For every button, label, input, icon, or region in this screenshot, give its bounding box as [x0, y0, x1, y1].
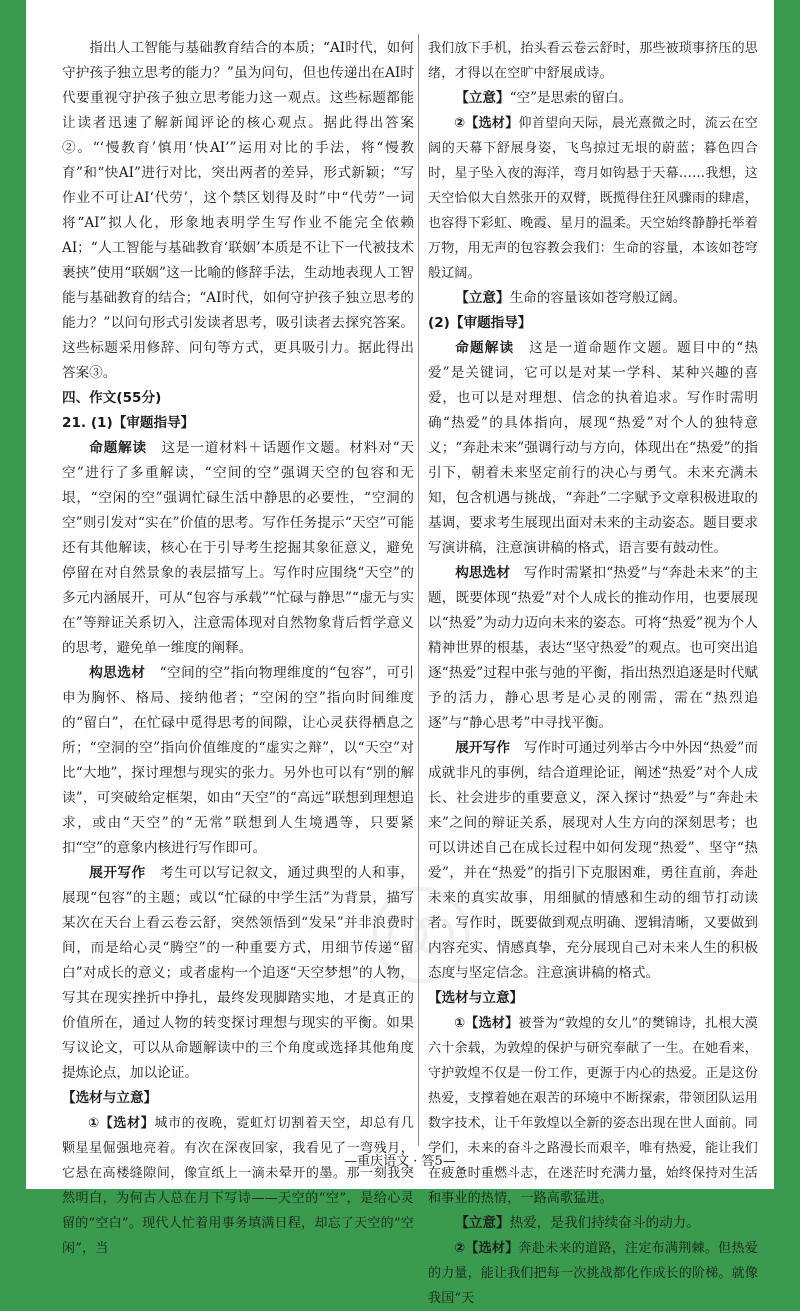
theme-2: [428, 286, 758, 311]
page-footer: —重庆语文 · 答5—: [344, 1154, 456, 1169]
section-heading: 四、作文(55分): [62, 390, 162, 406]
paragraph-topic-reading: [62, 436, 414, 661]
question-2-heading: (2)【审题指导】: [428, 315, 532, 331]
label-concept-2: 构思选材: [455, 565, 511, 581]
question-21-heading: 21. (1)【审题指导】: [62, 415, 195, 431]
text-writing-2: 写作时可通过列举古今中外因“热爱”而成就非凡的事例，结合道理论证，阐述“热爱”对个人成长、社会进步的重要意义，深入探讨“热爱”与“奔赴未来”之间的辩证关系，展现对人生方向的深刻思考；也可以讲述自己在成长过程中如何发现“热爱”、坚守“热爱”，并在“热爱”的指引下克服困难，勇往直前，奔赴未来的真实故事，用细腻的情感和生动的细节打动读者。写作时，既要做到观点明确、逻辑清晰，又要做到内容充实、情感真挚，充分展现自己对未来人生的积极态度与坚定信念。注意演讲稿的格式。: [428, 740, 758, 981]
text-sample-2: 仰首望向天际，晨光熹微之时，流云在空阔的天幕下舒展身姿，飞鸟掠过无垠的蔚蓝；暮色四合时，星子坠入夜的海洋，弯月如钩悬于天幕……我想，这天空恰似大自然张开的双臂，既揽得住狂风骤雨的肆虐，也容得下彩虹、晚霞、星月的温柔。天空始终静静托举着万物，用无声的包容教会我们：生命的容量，本该如苍穹般辽阔。: [428, 116, 759, 281]
label-topic-reading-2: 命题解读: [455, 340, 515, 356]
theme-3: [428, 1211, 758, 1236]
paragraph-concept-2: [428, 561, 758, 736]
label-concept: 构思选材: [89, 665, 146, 681]
text-concept-2: 写作时需紧扣“热爱”与“奔赴未来”的主题，既要体现“热爱”对个人成长的推动作用，也要展现以“热爱”为动力迈向未来的姿态。可将“热爱”视为个人精神世界的根基，表达“坚守热爱”的观点。也可突出追逐“热爱”过程中张与弛的平衡，指出热烈追逐是时代赋予的活力，静心思考是心灵的刚需，需在“热烈追逐”与“静心思考”中寻找平衡。: [428, 565, 758, 731]
paragraph-writing: [62, 861, 414, 1086]
label-theme-2: 【立意】: [455, 290, 510, 306]
label-theme-1: 【立意】: [455, 90, 510, 106]
text-topic-reading: 这是一道材料＋话题作文题。材料对“天空”进行了多重解读，“空间的空”强调天空的包容和无垠，“空闲的空”强调忙碌生活中静思的必要性，“空洞的空”则引发对“实在”价值的思考。写作任务提示“天空”可能还有其他解读，核心在于引导考生挖掘其象征意义，避免停留在对自然景象的表层描写上。写作时应围绕“天空”的多元内涵展开，可从“包容与承载”“忙碌与静思”“虚无与实在”等辩证关系切入，注意需体现对自然物象背后哲学意义的思考，避免单一维度的阐释。: [62, 440, 415, 656]
text-concept: “空间的空”指向物理维度的“包容”，可引申为胸怀、格局、接纳他者；“空闲的空”指向时间维度的“留白”，在忙碌中觅得思考的间隙，让心灵获得栖息之所；“空洞的空”指向价值维度的“虚实之辩”，以“天空”对比“大地”，探讨理想与现实的张力。另外也可以有“别的解读”，可突破给定框架，如由“天空”的“高远”联想到理想追求，或由“天空”的“无常”联想到人生境遇等，只要紧扣“空”的意象内核进行写作即可。: [62, 665, 414, 856]
text-theme-1: “空”是思索的留白。: [509, 90, 633, 106]
left-column: [62, 36, 414, 1261]
text-theme-2: 生命的容量该如苍穹般辽阔。: [509, 290, 687, 306]
text-topic-reading-2: 这是一道命题作文题。题目中的“热爱”是关键词，它可以是对某一学科、某种兴趣的喜爱，也可以是对理想、信念的执着追求。写作时需明确“热爱”的具体指向，展现“热爱”对个人的独特意义；“奔赴未来”强调行动与方向，体现出在“热爱”的指引下，朝着未来坚定前行的决心与勇气。未来充满未知，包含机遇与挑战，“奔赴”二字赋予文章积极进取的基调，要求考生展现出面对未来的主动姿态。题目要求写演讲稿，注意演讲稿的格式，语言要有鼓动性。: [428, 340, 758, 556]
label-writing-2: 展开写作: [455, 740, 511, 756]
answer-page: [26, 0, 774, 1306]
material-heading-2: 【选材与立意】: [428, 990, 524, 1006]
text-sample-4: 奔赴未来的道路，注定布满荆棘。但热爱的力量，能让我们把每一次挑战都化作成长的阶梯。就像我国“天: [428, 1241, 759, 1306]
label-writing: 展开写作: [89, 865, 146, 881]
paragraph-writing-2: [428, 736, 758, 986]
sample-3: [428, 1011, 758, 1211]
material-heading: 【选材与立意】: [62, 1090, 158, 1106]
text-writing: 考生可以写记叙文，通过典型的人和事，展现“包容”的主题；或以“忙碌的中学生活”为背景，描写某次在天台上看云卷云舒，突然领悟到“发呆”并非浪费时间，而是给心灵“腾空”的一种重要方式，用细节传递“留白”对成长的意义；或者虚构一个追逐“天空梦想”的人物，写其在现实挫折中挣扎，最终发现脚踏实地，才是真正的价值所在，通过人物的转变探讨理想与现实的平衡。如果写议论文，可以从命题解读中的三个角度或选择其他角度提炼论点，加以论证。: [62, 865, 415, 1081]
paragraph-topic-reading-2: [428, 336, 758, 561]
label-topic-reading: 命题解读: [89, 440, 147, 456]
label-theme-3: 【立意】: [455, 1215, 510, 1231]
label-sample-4: ②【选材】: [454, 1241, 519, 1256]
text-sample-1: 城市的夜晚，霓虹灯切割着天空，却总有几颗星星倔强地亮着。有次在深夜回家，我看见了一弯残月，它悬在高楼缝隙间，像宣纸上一滴未晕开的墨。那一刻我突然明白，为何古人总在月下写诗——天空的“空”，是给心灵留的“空白”。现代人忙着用事务填满日程，却忘了天空的“空闲”，当: [62, 1116, 414, 1256]
right-column: [428, 36, 758, 1311]
sample-4: [428, 1236, 758, 1311]
watermark-logo: [366, 880, 476, 990]
paragraph-title-analysis: 指出人工智能与基础教育结合的本质；“AI时代，如何守护孩子独立思考的能力？”虽为问句，但也传递出在AI时代要重视守护孩子独立思考能力这一观点。这些标题都能让读者迅速了解新闻评论的核心观点。据此得出答案②。“‘慢教育’慎用‘快AI’”运用对比的手法，将“慢教育”和“快AI”进行对比，突出两者的差异，形式新颖；“写作业不可让AI‘代劳’，这个禁区划得及时”中“代劳”一词将“AI”拟人化，形象地表明学生写作业不能完全依赖AI；“人工智能与基础教育‘联姻’本质是不让下一代被技术裹挟”使用“联姻”这一比喻的修辞手法，生动地表现人工智能与基础教育的结合；“AI时代，如何守护孩子独立思考的能力？”以问句形式引发读者思考，吸引读者去探究答案。这些标题采用修辞、问句等方式，更具吸引力。据此得出答案③。: [62, 40, 414, 381]
text-sample-3: 被誉为“敦煌的女儿”的樊锦诗，扎根大漠六十余载，为敦煌的保护与研究奉献了一生。在她看来，守护敦煌不仅是一份工作，更源于内心的热爱。正是这份热爱，支撑着她在艰苦的环境中不断探索，带领团队运用数字技术，让千年敦煌以全新的姿态出现在世人面前。同学们，未来的奋斗之路漫长而艰辛，唯有热爱，能让我们在疲惫时重燃斗志，在迷茫时充满力量，始终保持对生活和事业的热情，一路高歌猛进。: [428, 1016, 759, 1206]
label-sample-2: ②【选材】: [454, 116, 519, 131]
text-theme-3: 热爱，是我们持续奋斗的动力。: [509, 1215, 700, 1231]
sample-2: [428, 111, 758, 286]
sample-1: [62, 1111, 414, 1261]
paragraph-concept: [62, 661, 414, 861]
theme-1: [428, 86, 758, 111]
label-sample-1: ①【选材】: [88, 1116, 155, 1131]
sample-1-continued: 我们放下手机，抬头看云卷云舒时，那些被琐事挤压的思绪，才得以在空旷中舒展成诗。: [428, 41, 759, 81]
label-sample-3: ①【选材】: [454, 1016, 519, 1031]
